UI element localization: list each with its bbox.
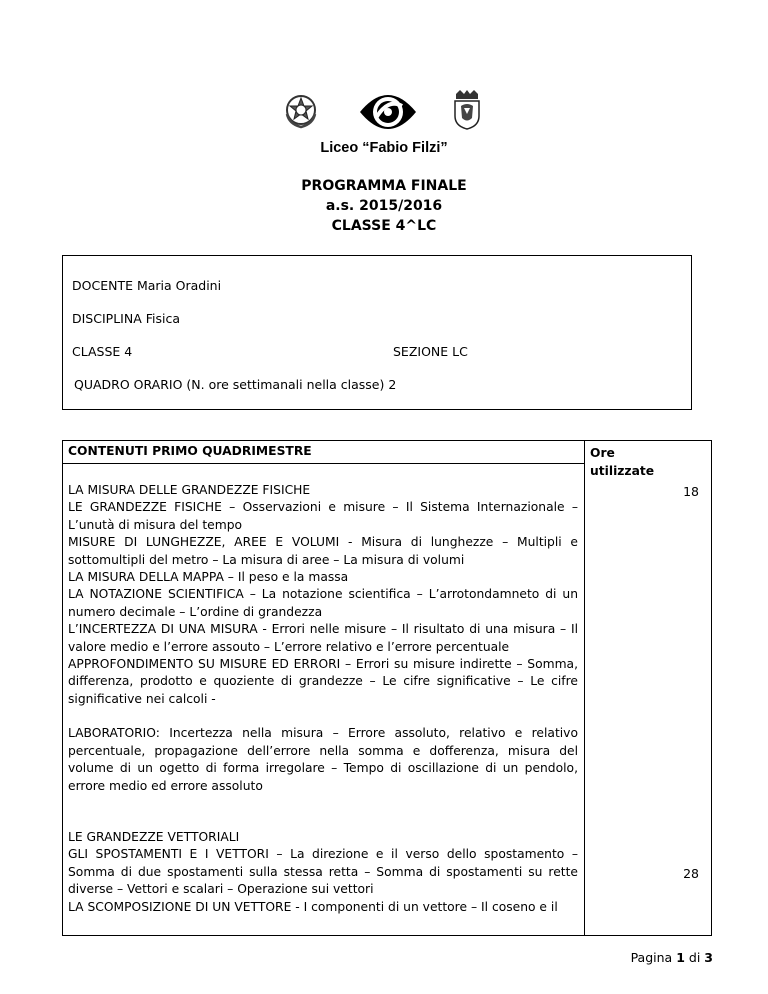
page-total: 3 [704,950,713,965]
disciplina-line: DISCIPLINA Fisica [72,311,180,326]
content-paragraph: APPROFONDIMENTO SU MISURE ED ERRORI – Errori su misure indirette – Somma, differenza, prodotto e quoziente di grandezze – Le cifre significative – Le cifre significative nei calcoli - [68,657,578,706]
column-divider [584,441,585,935]
content-paragraph: GLI SPOSTAMENTI E I VETTORI – La direzione e il verso dello spostamento – Somma di due spostamenti sulla stessa retta – Somma di spostamenti su rette diverse – Vettori e scalari – Operazione sui vettori [68,847,578,897]
contents-body [68,482,578,916]
content-paragraph: LE GRANDEZZE VETTORIALI [68,829,240,844]
hours-value-2: 28 [683,866,699,881]
content-paragraph: LA MISURA DELLE GRANDEZZE FISICHE [68,483,311,497]
italian-republic-emblem-icon [283,92,319,130]
hours-header-line-2: utilizzate [590,464,655,478]
school-name: Liceo “Fabio Filzi” [320,140,448,156]
title-line-3: CLASSE 4^LC [331,218,437,234]
docente-line: DOCENTE Maria Oradini [72,278,222,293]
laboratorio-paragraph: LABORATORIO: Incertezza nella misura – Errore assoluto, relativo e relativo percentuale, propagazione dell’errore nella somma e dofferenza, misura del volume di un ogetto di forma irregolare – Tempo di oscillazione di un pendolo, errore medio ed errore assoluto [68,726,578,793]
content-paragraph: LA NOTAZIONE SCIENTIFICA – La notazione scientifica – L’arrotondamneto di un numero decimale – L’ordine di grandezza [68,587,578,619]
content-table [62,440,712,936]
quadro-orario-line: QUADRO ORARIO (N. ore settimanali nella classe) 2 [74,377,397,392]
school-eye-logo-icon [358,84,418,140]
page-word: Pagina [630,950,673,965]
content-paragraph: L’INCERTEZZA DI UNA MISURA - Errori nelle misure – Il risultato di una misura – Il valore medio e l’errore assouto – L’errore relativo e l’errore percentuale [68,622,578,654]
content-paragraph: MISURE DI LUNGHEZZE, AREE E VOLUMI - Misura di lunghezze – Multipli e sottomultipli del metro – La misura di aree – La misura di volumi [68,535,578,567]
page-number [631,950,713,965]
classe-line: CLASSE 4 [72,344,133,359]
sezione-line: SEZIONE LC [393,344,468,359]
page-of: di [688,950,701,965]
header-logos [0,84,768,144]
hours-header-line-1: Ore [590,446,615,460]
info-box [62,255,692,410]
page-current: 1 [676,950,685,965]
content-paragraph: LE GRANDEZZE FISICHE – Osservazioni e misure – Il Sistema Internazionale – L’unutà di misura del tempo [68,500,578,532]
city-coat-of-arms-icon [452,90,482,130]
content-paragraph: LA SCOMPOSIZIONE DI UN VETTORE - I componenti di un vettore – Il coseno e il [68,899,558,914]
contents-header: CONTENUTI PRIMO QUADRIMESTRE [68,444,312,458]
content-paragraph: LA MISURA DELLA MAPPA – Il peso e la massa [68,570,349,585]
title-line-2: a.s. 2015/2016 [325,198,443,214]
header-row-divider [63,463,584,464]
document-title [0,176,768,236]
hours-header [590,444,654,480]
hours-value-1: 18 [683,484,699,499]
title-line-1: PROGRAMMA FINALE [301,178,467,194]
